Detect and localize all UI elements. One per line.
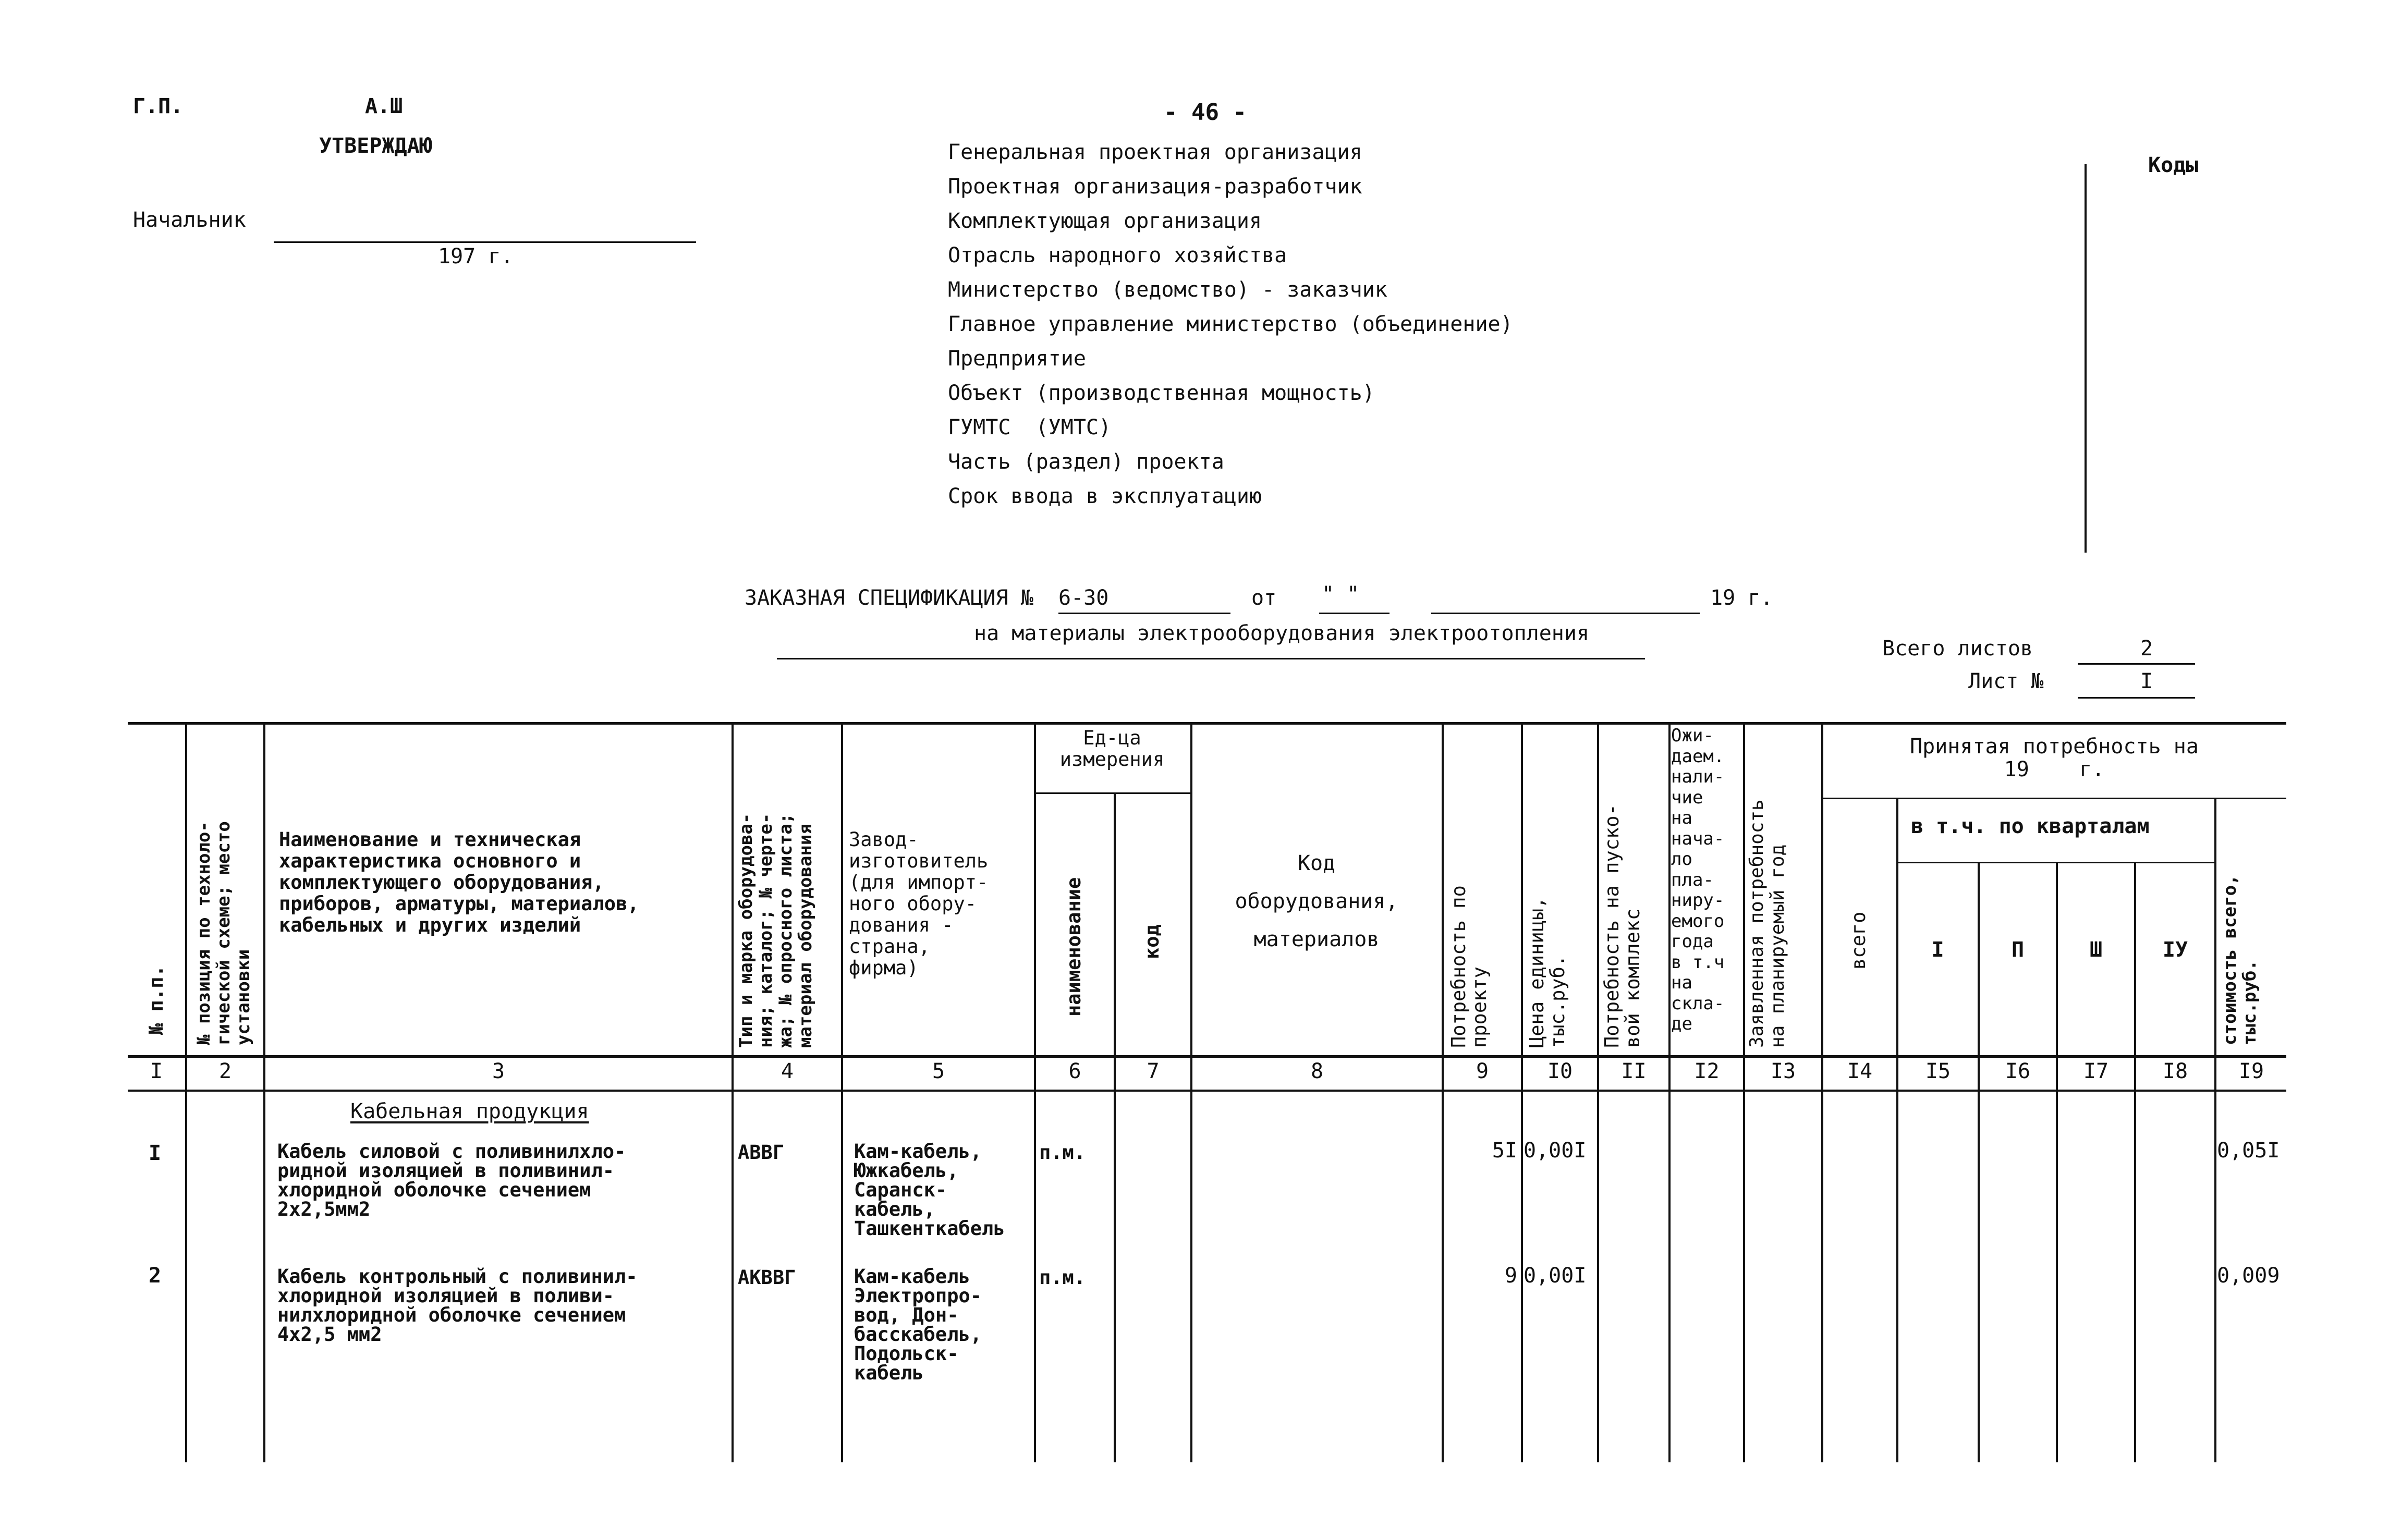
spec-title: ЗАКАЗНАЯ СПЕЦИФИКАЦИЯ №: [745, 586, 1033, 610]
hdr-q1: I: [1931, 938, 1944, 962]
row-maker: Кам-кабель, Южкабель, Саранск- кабель, Ташкенткабель: [854, 1140, 1005, 1240]
chief-label: Начальник: [133, 208, 246, 232]
colnum-3: 3: [492, 1059, 505, 1083]
row-type: АВВГ: [738, 1141, 785, 1164]
colnum-19: I9: [2238, 1059, 2264, 1083]
org-field-industry: Отрасль народного хозяйства: [948, 243, 1287, 267]
hdr-unit-name: наименование: [1063, 877, 1085, 1017]
hdr-total: всего: [1847, 911, 1870, 970]
hdr-expected: Ожи- даем. нали- чие на нача- ло пла- ниру- емого года в т.ч на скла- де: [1671, 725, 1725, 1034]
row-price: 0,00I: [1524, 1139, 1587, 1163]
row-unit: п.м.: [1039, 1266, 1086, 1289]
colnum-14: I4: [1847, 1059, 1873, 1083]
colnum-18: I8: [2162, 1059, 2188, 1083]
hdr-unit-code: код: [1141, 924, 1163, 959]
col-border-14: [1896, 798, 1898, 1462]
hdr-unit: Ед-ца измерения: [1059, 727, 1165, 771]
spec-subtitle: на материалы электрооборудования электроотопления: [974, 621, 1590, 645]
colnum-9: 9: [1476, 1059, 1489, 1083]
row-type: АКВВГ: [738, 1266, 796, 1289]
hdr-accepted: Принятая потребность на 19 г.: [1910, 735, 2199, 781]
spec-date-quote: " ": [1322, 582, 1360, 606]
col-border-1: [185, 722, 187, 1462]
hdr-q3: Ш: [2089, 938, 2103, 962]
row-maker: Кам-кабель Электропро- вод, Дон- басскабель, Подольск- кабель: [854, 1265, 982, 1384]
hdr-unit-price: Цена единицы, тыс.руб.: [1526, 897, 1569, 1048]
gp-mark: Г.П.: [133, 94, 184, 118]
row-num: I: [149, 1141, 162, 1165]
hdr-need-project: Потребность по проекту: [1447, 885, 1491, 1048]
total-sheets-label: Всего листов: [1882, 637, 2033, 661]
hdr-type: Тип и марка оборудова- ния; каталог; № черте- жа; № опросного листа; материал оборудования: [736, 813, 816, 1048]
approval-year: 197 г.: [438, 245, 514, 268]
colnum-8: 8: [1310, 1059, 1324, 1083]
col-border-12: [1743, 722, 1745, 1462]
hdr-cost: стоимость всего, тыс.руб.: [2220, 874, 2260, 1045]
org-field-enterprise: Предприятие: [948, 347, 1086, 371]
hdr-q4: IУ: [2162, 938, 2188, 962]
table-top-border: [128, 722, 2286, 725]
unit-subheader-line: [1034, 792, 1190, 794]
spec-month-line: [1431, 613, 1700, 614]
col-border-2: [263, 722, 265, 1462]
org-field-part: Часть (раздел) проекта: [948, 450, 1224, 474]
row-cost: 0,05I: [2217, 1139, 2280, 1163]
row-unit: п.м.: [1039, 1141, 1086, 1164]
colnum-17: I7: [2083, 1059, 2109, 1083]
colnum-1: I: [150, 1059, 163, 1083]
colnum-11: II: [1621, 1059, 1647, 1083]
hdr-name: Наименование и техническая характеристика основного и комплектующего оборудования, приборов, арматуры, материалов, кабельных и других изделий: [279, 828, 639, 936]
total-sheets-value: 2: [2140, 637, 2153, 661]
org-field-developer: Проектная организация-разработчик: [948, 175, 1362, 199]
row-qty: 5I: [1492, 1139, 1517, 1163]
col-border-3: [732, 722, 734, 1462]
row-item-name: Кабель силовой с поливинилхло- ридной изоляцией в поливинил- хлоридной оболочке сечением 2х2,5мм2: [277, 1140, 626, 1220]
colnum-12: I2: [1694, 1059, 1720, 1083]
spec-subtitle-line: [777, 658, 1645, 659]
spec-number-line: [1058, 613, 1230, 614]
approve-label: УТВЕРЖДАЮ: [319, 134, 432, 158]
org-field-main-dept: Главное управление министерство (объединение): [948, 312, 1513, 336]
section-title: Кабельная продукция: [350, 1099, 589, 1123]
sheet-line: [2078, 697, 2195, 699]
hdr-need-launch: Потребность на пуско- вой комплекс: [1601, 804, 1644, 1048]
org-field-general: Генеральная проектная организация: [948, 140, 1362, 164]
col-border-10: [1597, 722, 1599, 1462]
col-border-18: [2214, 798, 2216, 1462]
col-border-6: [1114, 792, 1116, 1462]
accepted-subheader-line: [1821, 798, 2286, 799]
org-field-object: Объект (производственная мощность): [948, 381, 1375, 405]
hdr-quarters: в т.ч. по кварталам: [1911, 814, 2150, 838]
hdr-position: № позиция по техноло- гической схеме; место установки: [193, 821, 254, 1045]
chief-signature-line: [274, 241, 696, 243]
col-border-8: [1442, 722, 1444, 1462]
spec-year: 19 г.: [1710, 586, 1773, 610]
spec-day-line: [1319, 613, 1390, 614]
hdr-code: Код оборудования, материалов: [1235, 851, 1398, 951]
row-qty: 9: [1504, 1264, 1517, 1288]
sheet-value: I: [2140, 669, 2153, 693]
colnum-6: 6: [1068, 1059, 1081, 1083]
colnum-4: 4: [781, 1059, 794, 1083]
org-field-ministry: Министерство (ведомство) - заказчик: [948, 278, 1387, 302]
hdr-q2: П: [2011, 938, 2025, 962]
colnum-2: 2: [218, 1059, 232, 1083]
a3-mark: А.Ш: [365, 94, 403, 118]
quarters-subheader-line: [1896, 862, 2214, 863]
spec-number: 6-30: [1058, 586, 1109, 610]
col-border-7: [1190, 722, 1192, 1462]
hdr-maker: Завод- изготовитель (для импорт- ного обору- дования - страна, фирма): [849, 828, 989, 979]
sheet-label: Лист №: [1968, 669, 2044, 693]
row-cost: 0,009: [2217, 1264, 2280, 1288]
colnum-13: I3: [1770, 1059, 1796, 1083]
colnum-7: 7: [1147, 1059, 1160, 1083]
codes-divider: [2085, 164, 2087, 553]
colnum-16: I6: [2005, 1059, 2031, 1083]
colnum-15: I5: [1925, 1059, 1951, 1083]
org-field-complect: Комплектующая организация: [948, 209, 1262, 233]
hdr-declared: Заявленная потребность на планируемый год: [1746, 799, 1788, 1048]
colnum-10: I0: [1547, 1059, 1573, 1083]
org-field-deadline: Срок ввода в эксплуатацию: [948, 484, 1262, 508]
org-field-gumts: ГУМТС (УМТС): [948, 415, 1112, 439]
row-num: 2: [149, 1264, 162, 1288]
col-border-4: [841, 722, 843, 1462]
col-border-11: [1668, 722, 1671, 1462]
spec-from: от: [1251, 586, 1277, 610]
table-header-bottom: [128, 1055, 2286, 1058]
col-border-5: [1034, 722, 1036, 1462]
row-item-name: Кабель контрольный с поливинил- хлоридной изоляцией в поливи- нилхлоридной оболочке сечением 4х2,5 мм2: [277, 1265, 638, 1346]
codes-label: Коды: [2148, 153, 2199, 177]
table-numbers-bottom: [128, 1090, 2286, 1092]
col-border-13: [1821, 722, 1823, 1462]
org-fields-list: [948, 141, 1513, 519]
hdr-pp: № п.п.: [145, 965, 167, 1035]
page-number: - 46 -: [1164, 99, 1247, 126]
row-price: 0,00I: [1524, 1264, 1587, 1288]
total-sheets-line: [2078, 663, 2195, 665]
col-border-9: [1521, 722, 1523, 1462]
colnum-5: 5: [932, 1059, 945, 1083]
